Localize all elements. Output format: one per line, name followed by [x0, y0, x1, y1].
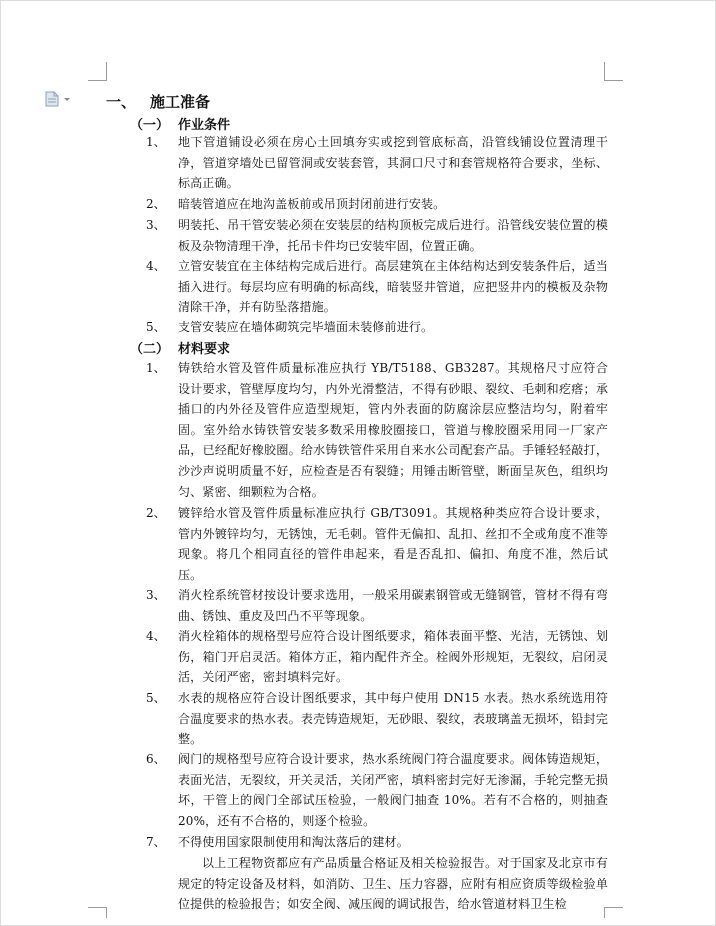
- section-number: （一）: [130, 118, 170, 133]
- item-text: 镀锌给水管及管件质量标准应执行 GB/T3091。其规格种类应符合设计要求，管内外镀锌均匀，无锈蚀，无毛刺。管件无偏扣、乱扣、丝扣不全或角度不准等现象。将几个相同直径的管件串起来，看是否乱扣、偏扣、角度不准，然后试压。: [178, 506, 608, 582]
- list-item: [146, 626, 608, 688]
- item-number: 1、: [146, 361, 166, 375]
- item-text: 地下管道铺设必须在房心土回填夯实或挖到管底标高，沿管线铺设位置清理干净，管道穿墙处已留管洞或安装套管，其洞口尺寸和套管规格符合要求，坐标、标高正确。: [178, 135, 608, 191]
- heading-1: [106, 91, 210, 112]
- margin-corner-mark: [88, 907, 107, 918]
- item-text: 支管安装应在墙体砌筑完毕墙面未装修前进行。: [178, 320, 434, 334]
- item-number: 2、: [146, 506, 166, 520]
- item-number: 5、: [146, 691, 166, 705]
- item-text: 阀门的规格型号应符合设计要求，热水系统阀门符合温度要求。阀体铸造规矩，表面光洁，无裂纹，开关灵活，关闭严密，填料密封完好无渗漏，手轮完整无损坏，干管上的阀门全部试压检验，一般阀门抽查 10%。若有不合格的，则抽查 20%，还有不合格的，则逐个检验。: [178, 752, 608, 828]
- margin-corner-mark: [88, 62, 107, 81]
- item-number: 3、: [146, 588, 166, 602]
- item-number: 3、: [146, 218, 166, 232]
- item-number: 4、: [146, 629, 166, 643]
- item-text: 不得使用国家限制使用和淘汰落后的建材。: [178, 835, 409, 849]
- list-item: [146, 215, 608, 256]
- list-item: [146, 256, 608, 318]
- item-number: 2、: [146, 197, 166, 211]
- list-item: [146, 358, 608, 502]
- item-number: 4、: [146, 259, 166, 273]
- section-title: 材料要求: [178, 342, 231, 357]
- list-item: [146, 832, 608, 853]
- document-options-icon[interactable]: [44, 91, 74, 107]
- item-text: 水表的规格应符合设计图纸要求，其中每户使用 DN15 水表。热水系统选用符合温度要求的热水表。表壳铸造规矩，无砂眼、裂纹，表玻璃盖无损坏，铅封完整。: [178, 691, 608, 747]
- item-text: 立管安装宜在主体结构完成后进行。高层建筑在主体结构达到安装条件后，适当插入进行。每层均应有明确的标高线，暗装竖井管道，应把竖井内的模板及杂物清除干净，并有防坠落措施。: [178, 259, 608, 315]
- body-paragraph: 以上工程物资都应有产品质量合格证及相关检验报告。对于国家及北京市有规定的特定设备及材料，如消防、卫生、压力容器，应附有相应资质等级检验单位提供的检验报告；如安全阀、减压阀的调试报告，给水管道材料卫生检: [178, 856, 608, 912]
- section-number: （二）: [130, 342, 170, 357]
- list-item: [146, 132, 608, 194]
- item-text: 消火栓箱体的规格型号应符合设计图纸要求，箱体表面平整、光洁，无锈蚀、划伤，箱门开启灵活。箱体方正，箱内配件齐全。栓阀外形规矩，无裂纹，启闭灵活，关闭严密，密封填料完好。: [178, 629, 608, 685]
- section-heading: [130, 114, 230, 133]
- list-item: [146, 688, 608, 750]
- item-text: 铸铁给水管及管件质量标准应执行 YB/T5188、GB3287。其规格尺寸应符合设计要求，管壁厚度均匀，内外光滑整洁，不得有砂眼、裂纹、毛刺和疙瘩；承插口的内外径及管件应造型规矩，管内外表面的防腐涂层应整洁均匀，附着牢固。室外给水铸铁管安装多数采用橡胶圈接口，管道与橡胶圈采用同一厂家产品，已经配好橡胶圈。给水铸铁管件采用自来水公司配套产品。手锤轻轻敲打，沙沙声说明质量不好，应检查是否有裂缝；用锤击断管壁，断面呈灰色，组织均匀、紧密、细颗粒为合格。: [178, 361, 608, 499]
- item-number: 6、: [146, 752, 166, 766]
- item-text: 暗装管道应在地沟盖板前或吊顶封闭前进行安装。: [178, 197, 446, 211]
- list-item: [146, 317, 608, 338]
- list-item: [146, 503, 608, 585]
- item-text: 明装托、吊干管安装必须在安装层的结构顶板完成后进行。沿管线安装位置的模板及杂物清理干净，托吊卡件均已安装牢固，位置正确。: [178, 218, 608, 253]
- item-number: 7、: [146, 835, 166, 849]
- item-number: 5、: [146, 320, 166, 334]
- heading-title: 施工准备: [150, 93, 211, 111]
- margin-corner-mark: [604, 62, 623, 81]
- heading-number: 一、: [106, 93, 137, 111]
- list-item: [146, 585, 608, 626]
- list-item: [146, 749, 608, 831]
- section-title: 作业条件: [178, 118, 231, 133]
- item-number: 1、: [146, 135, 166, 149]
- section-heading: [130, 338, 230, 357]
- list-item: [146, 194, 608, 215]
- item-text: 消火栓系统管材按设计要求选用，一般采用碳素钢管或无缝钢管，管材不得有弯曲、锈蚀、重皮及凹凸不平等现象。: [178, 588, 608, 623]
